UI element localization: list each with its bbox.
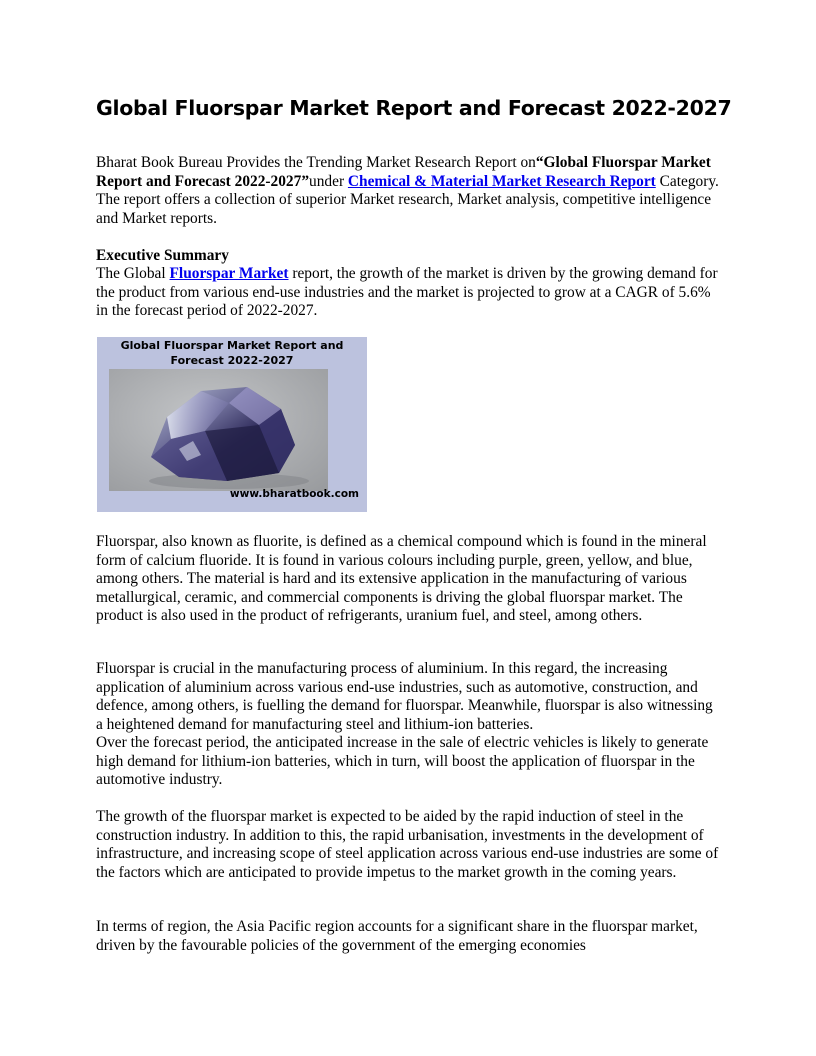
intro-report-name: “Global Fluorspar Market Report and Forecast 2022-2027” — [96, 154, 711, 190]
intro-tail: Category. The report offers a collection of superior Market research, Market analysis, competitive intelligence and Market reports. — [96, 172, 719, 227]
summary-tail: report, the growth of the market is driven by the growing demand for the product from various end-use industries and the market is projected to grow at a CAGR of 5.6% in the forecast period of 2022-2027. — [96, 265, 718, 320]
figure-title — [97, 338, 367, 368]
intro-under: under — [309, 172, 348, 190]
category-link[interactable]: Chemical & Material Market Research Report — [347, 172, 656, 190]
figure-title-line2: Forecast 2022-2027 — [170, 354, 294, 367]
figure-url: www.bharatbook.com — [229, 488, 359, 500]
intro-paragraph — [96, 154, 720, 228]
figure-title-line1: Global Fluorspar Market Report and — [120, 339, 344, 352]
page-title: Global Fluorspar Market Report and Forecast 2022-2027 — [96, 96, 732, 120]
report-cover-image — [97, 337, 367, 512]
fluorspar-market-link[interactable]: Fluorspar Market — [169, 265, 289, 282]
executive-summary-paragraph — [96, 265, 720, 321]
body-paragraph-1: Fluorspar, also known as fluorite, is defined as a chemical compound which is found in the mineral form of calcium fluoride. It is found in various colours including purple, green, yellow, and blue, among others. The material is hard and its extensive application in the manufacturing of various metallurgical, ceramic, and commercial components is driving the global fluorspar market. The product is also used in the product of refrigerants, uranium fuel, and steel, among others. — [96, 533, 707, 625]
summary-lead: The Global — [96, 265, 170, 282]
executive-summary-heading: Executive Summary — [96, 247, 229, 264]
intro-lead: Bharat Book Bureau Provides the Trending Market Research Report on — [96, 154, 536, 171]
fluorspar-rock-photo — [109, 369, 328, 491]
body-paragraph-4: The growth of the fluorspar market is expected to be aided by the rapid induction of steel in the construction industry. In addition to this, the rapid urbanisation, investments in the development of infrastructure, and increasing scope of steel application across various end-use industries are some of the factors which are anticipated to provide impetus to the market growth in the coming years. — [96, 808, 719, 881]
body-paragraph-5: In terms of region, the Asia Pacific region accounts for a significant share in the fluorspar market, driven by the favourable policies of the government of the emerging economies — [96, 918, 698, 954]
fluorspar-rock-icon — [109, 369, 328, 491]
body-paragraph-3: Over the forecast period, the anticipated increase in the sale of electric vehicles is likely to generate high demand for lithium-ion batteries, which in turn, will boost the application of fluorspar in the automotive industry. — [96, 734, 709, 789]
body-paragraph-2: Fluorspar is crucial in the manufacturing process of aluminium. In this regard, the increasing application of aluminium across various end-use industries, such as automotive, construction, and defence, among others, is fuelling the demand for fluorspar. Meanwhile, fluorspar is also witnessing a heightened demand for manufacturing steel and lithium-ion batteries. — [96, 660, 713, 733]
